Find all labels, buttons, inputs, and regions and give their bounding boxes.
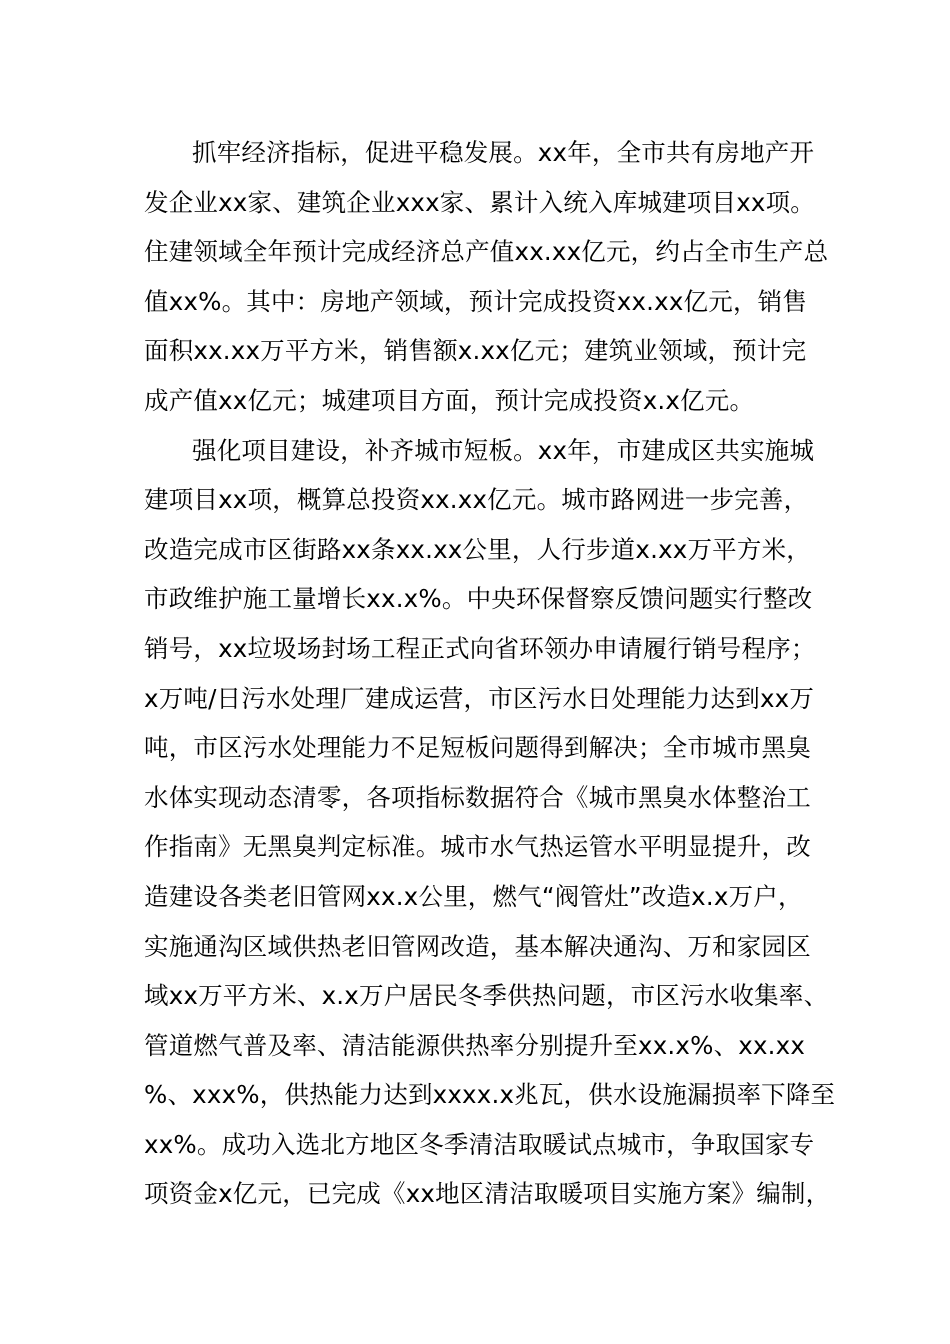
paragraph-project-construction	[144, 426, 836, 1220]
document-body	[144, 128, 836, 1219]
paragraph-line: 成产值xx亿元；城建项目方面，预计完成投资x.x亿元。	[144, 385, 755, 415]
paragraph-line: 值xx%。其中：房地产领域，预计完成投资xx.xx亿元，销售	[144, 286, 808, 316]
paragraph-line: 强化项目建设，补齐城市短板。xx年，市建成区共实施城	[192, 435, 815, 465]
paragraph-line: 造建设各类老旧管网xx.x公里，燃气“阀管灶”改造x.x万户，	[144, 881, 803, 911]
paragraph-line: 销号，xx垃圾场封场工程正式向省环领办申请履行销号程序；	[144, 633, 816, 663]
paragraph-line: 项资金x亿元，已完成《xx地区清洁取暖项目实施方案》编制，	[144, 1179, 831, 1209]
paragraph-line: %、xxx%，供热能力达到xxxx.x兆瓦，供水设施漏损率下降至	[144, 1080, 836, 1110]
paragraph-economic-indicators	[144, 128, 829, 426]
paragraph-line: 域xx万平方米、x.x万户居民冬季供热问题，市区污水收集率、	[144, 981, 829, 1011]
paragraph-line: 面积xx.xx万平方米，销售额x.xx亿元；建筑业领域，预计完	[144, 336, 807, 366]
paragraph-line: 发企业xx家、建筑企业xxx家、累计入统入库城建项目xx项。	[144, 187, 815, 217]
paragraph-line: 水体实现动态清零，各项指标数据符合《城市黑臭水体整治工	[144, 782, 811, 812]
paragraph-line: 吨，市区污水处理能力不足短板问题得到解决；全市城市黑臭	[144, 733, 811, 763]
paragraph-line: x万吨/日污水处理厂建成运营，市区污水日处理能力达到xx万	[144, 683, 815, 713]
paragraph-line: 作指南》无黑臭判定标准。城市水气热运管水平明显提升，改	[144, 832, 811, 862]
paragraph-line: 改造完成市区街路xx条xx.xx公里，人行步道x.xx万平方米，	[144, 534, 811, 564]
paragraph-line: 建项目xx项，概算总投资xx.xx亿元。城市路网进一步完善，	[144, 485, 809, 515]
paragraph-line: 实施通沟区域供热老旧管网改造，基本解决通沟、万和家园区	[144, 931, 811, 961]
paragraph-line: 住建领域全年预计完成经济总产值xx.xx亿元，约占全市生产总	[144, 237, 829, 267]
paragraph-line: 管道燃气普及率、清洁能源供热率分别提升至xx.x%、xx.xx	[144, 1030, 806, 1060]
paragraph-line: 市政维护施工量增长xx.x%。中央环保督察反馈问题实行整改	[144, 584, 813, 614]
paragraph-line: 抓牢经济指标，促进平稳发展。xx年，全市共有房地产开	[192, 138, 815, 167]
paragraph-line: xx%。成功入选北方地区冬季清洁取暖试点城市，争取国家专	[144, 1129, 815, 1159]
